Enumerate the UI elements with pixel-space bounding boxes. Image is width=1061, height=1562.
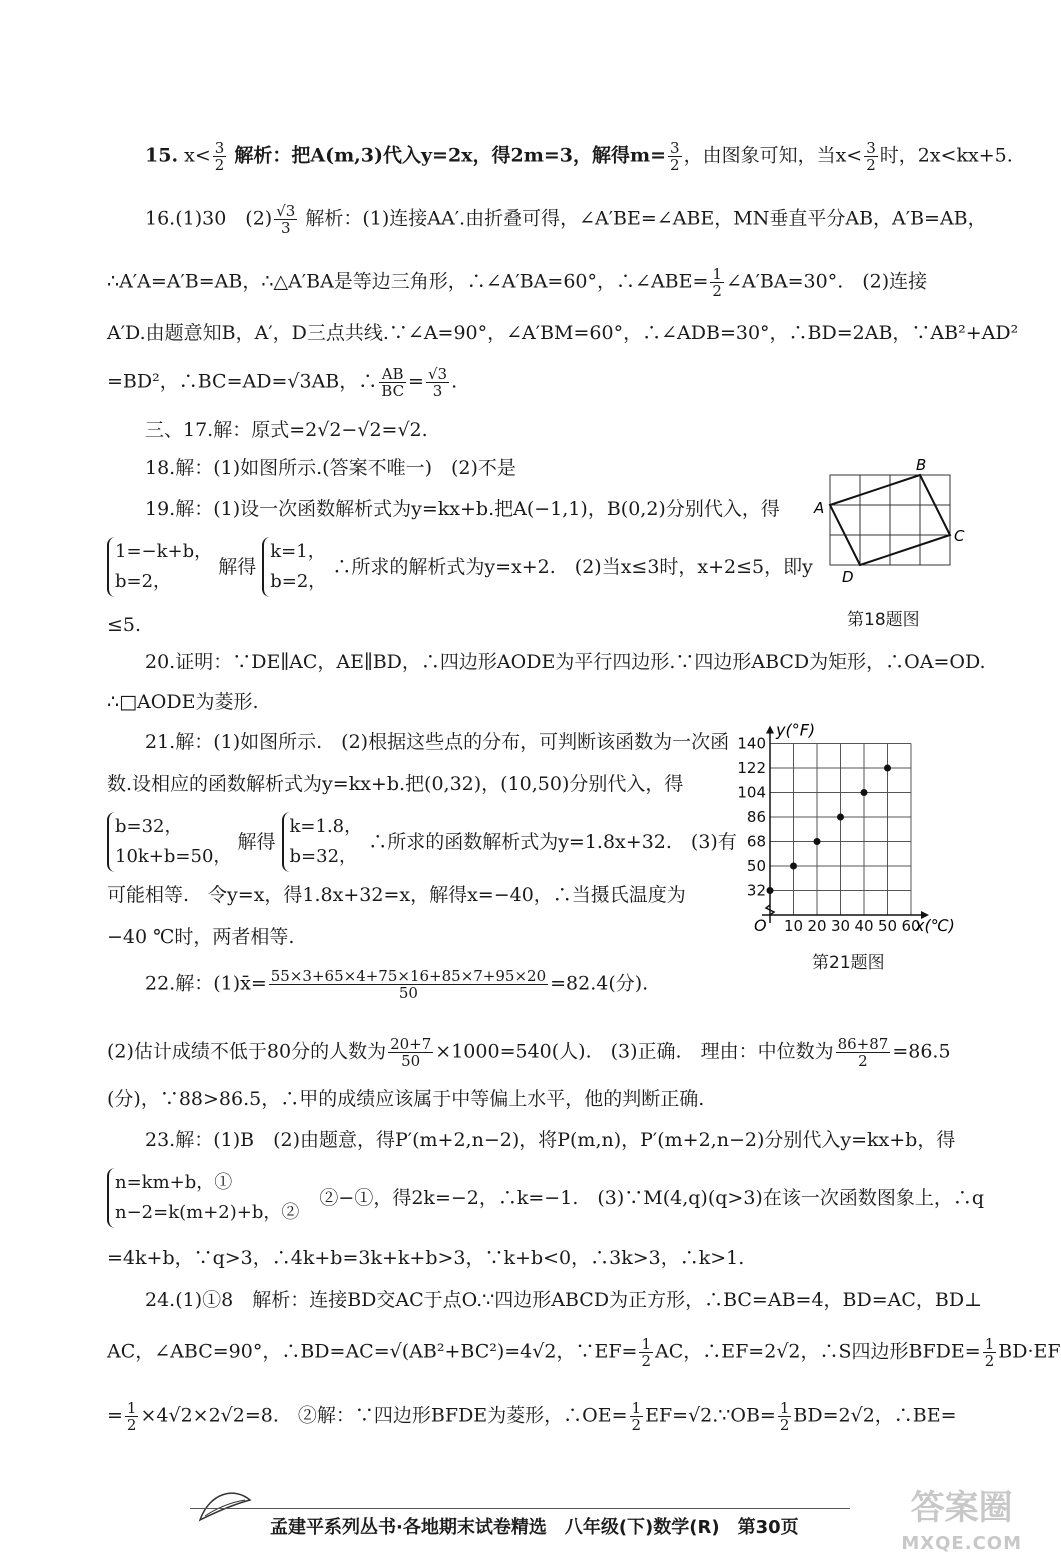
watermark — [901, 1490, 1022, 1562]
fig21-caption: 第21题图 — [812, 953, 885, 973]
page-footer — [190, 1508, 850, 1538]
fig21-data-point — [861, 789, 868, 796]
q19-line1: 19.解：(1)设一次函数解析式为y=kx+b.把A(−1,1)，B(0,2)分别代入，得 — [145, 498, 780, 520]
q16-line4: =BD²，∴BC=AD=√3AB，∴ $\frac{AB}{BC}$ = $\frac{√3}{3}$ . — [107, 365, 458, 400]
q21-line1: 21.解：(1)如图所示. (2)根据这些点的分布，可判断该函数为一次函 — [145, 731, 730, 753]
fig21-data-point — [767, 887, 774, 894]
q19-line3: ≤5. — [107, 614, 142, 636]
fig21-xtick-label: 60 — [901, 917, 921, 935]
footer-text: 孟建平系列丛书·各地期末试卷精选 八年级(下)数学(R) 第30页 — [270, 1517, 799, 1538]
q23-line1: 23.解：(1)B (2)由题意，得P′(m+2,n−2)，将P(m,n)，P′(m+2,n−2)分别代入y=kx+b，得 — [145, 1129, 956, 1151]
q20-line1: 20.证明：∵DE∥AC，AE∥BD，∴四边形AODE为平行四边形.∵四边形ABCD为矩形，∴OA=OD. — [145, 651, 986, 673]
fig21-ylabel: y(°F) — [776, 720, 816, 740]
q21-line5: −40 ℃时，两者相等. — [107, 926, 295, 948]
fig21-origin: O — [754, 916, 767, 935]
q21-system1: b=32， 10k+b=50， — [107, 812, 231, 872]
q18: 18.解：(1)如图所示.(答案不唯一) (2)不是 — [145, 457, 516, 479]
fig21-tick-labels — [737, 735, 920, 936]
q23-system: n=km+b，① n−2=k(m+2)+b，② — [107, 1168, 299, 1228]
fig21-xtick-label: 10 — [783, 917, 804, 935]
fig18-label-b: B — [916, 456, 927, 474]
q24-line1: 24.(1)①8 解析：连接BD交AC于点O.∵四边形ABCD为正方形，∴BC=AB=4，BD=AC，BD⊥ — [145, 1289, 982, 1311]
q21-line2: 数.设相应的函数解析式为y=kx+b.把(0,32)，(10,50)分别代入，得 — [107, 773, 684, 795]
fig21-ytick-label: 122 — [737, 759, 766, 777]
fig21-ytick-label: 104 — [737, 783, 766, 802]
fig21-xtick-label: 40 — [854, 917, 874, 935]
q19-system1: 1=−k+b， b=2， — [107, 537, 212, 597]
fig21-data-point — [790, 863, 797, 870]
q17: 三、17.解：原式=2√2−√2=√2. — [145, 419, 428, 441]
watermark-top: 答案圈 — [910, 1488, 1013, 1528]
figure-18 — [810, 455, 970, 600]
fig21-ytick-label: 50 — [746, 857, 766, 875]
q23-line2: n=km+b，① n−2=k(m+2)+b，② ②−①，得2k=−2，∴k=−1. (3)∵M(4,q)(q>3)在该一次函数图象上，∴q — [107, 1168, 984, 1228]
watermark-bottom: MXQE.COM — [901, 1533, 1022, 1554]
fig21-data-point — [837, 814, 844, 821]
fig21-points — [767, 765, 892, 895]
fig21-ytick-label: 68 — [746, 832, 766, 851]
fig18-caption: 第18题图 — [847, 610, 920, 630]
fig21-axes — [762, 726, 929, 924]
fig21-xlabel: x(℃) — [915, 916, 955, 935]
q16-line1: 16.(1)30 (2) $\frac{√3}{3}$ 解析：(1)连接AA′.由折叠可得，∠A′BE=∠ABE，MN垂直平分AB，A′B=AB， — [145, 202, 987, 237]
q22-line1: 22.解：(1)x̄= $\frac{55\times 3+65\times 4+75\times 16+85\times 7+95\times 20}{50}$ =82.4(分). — [145, 967, 649, 1002]
q20-line2: ∴□AODE为菱形. — [107, 691, 259, 713]
fig21-data-point — [884, 765, 891, 772]
q24-line2: AC，∠ABC=90°，∴BD=AC=√(AB²+BC²)=4√2，∵EF= $\frac{1}{2}$ AC，∴EF=2√2，∴S四边形BFDE= $\frac{1}{2}$ BD·EF — [107, 1335, 1061, 1370]
fig18-label-c: C — [954, 527, 965, 545]
fig21-xtick-label: 20 — [807, 917, 827, 935]
q19-line2: 1=−k+b， b=2， 解得 k=1， b=2， ∴所求的解析式为y=x+2. (2)当x≤3时，x+2≤5，即y — [107, 537, 813, 597]
q21-line4: 可能相等. 令y=x，得1.8x+32=x，解得x=−40，∴当摄氏温度为 — [107, 884, 686, 906]
q23-line3: =4k+b，∵q>3，∴4k+b=3k+k+b>3，∵k+b<0，∴3k>3，∴k>1. — [107, 1247, 745, 1269]
fig18-label-a: A — [814, 499, 825, 517]
q19-system2: k=1， b=2， — [262, 537, 326, 597]
fig21-xtick-label: 30 — [830, 917, 851, 935]
q16-line2: ∴A′A=A′B=AB，∴△A′BA是等边三角形，∴∠A′BA=60°，∴∠ABE= $\frac{1}{2}$ ∠A′BA=30°. (2)连接 — [107, 265, 928, 300]
fig18-label-d: D — [842, 568, 854, 586]
q15: 15. x< $\frac{3}{2}$ 解析：把A(m,3)代入y=2x，得2m=3，解得m= $\frac{3}{2}$ ，由图象可知，当x< $\frac{3}{2}$ 时，2x<kx+5. — [145, 139, 1013, 174]
q21-system2: k=1.8， b=32， — [282, 812, 363, 872]
q22-line3: (分)，∵88>86.5，∴甲的成绩应该属于中等偏上水平，他的判断正确. — [107, 1088, 705, 1110]
fig21-ytick-label: 140 — [737, 734, 766, 753]
q24-line3: = $\frac{1}{2}$ ×4√2×2√2=8. ②解：∵四边形BFDE为菱形，∴OE= $\frac{1}{2}$ EF=√2.∵OB= $\frac{1}{2}$ BD=2√2，∴BE= — [107, 1399, 957, 1434]
q22-line2: (2)估计成绩不低于80分的人数为 $\frac{20+7}{50}$ ×1000=540(人). (3)正确. 理由：中位数为 $\frac{86+87}{2}$ =86.5 — [107, 1035, 951, 1070]
fig21-y-arrow — [766, 726, 774, 734]
fig21-data-point — [814, 838, 821, 845]
figure-21-chart — [730, 720, 975, 945]
fig18-grid — [830, 475, 950, 565]
fig21-xtick-label: 50 — [877, 917, 898, 935]
q21-line3: b=32， 10k+b=50， 解得 k=1.8， b=32， ∴所求的函数解析式为y=1.8x+32. (3)有 — [107, 812, 737, 872]
fig21-ytick-label: 86 — [746, 808, 766, 826]
q16-line3: A′D.由题意知B，A′，D三点共线.∵∠A=90°，∠A′BM=60°，∴∠ADB=30°，∴BD=2AB，∵AB²+AD² — [107, 322, 1019, 344]
fig21-ytick-label: 32 — [746, 881, 766, 900]
